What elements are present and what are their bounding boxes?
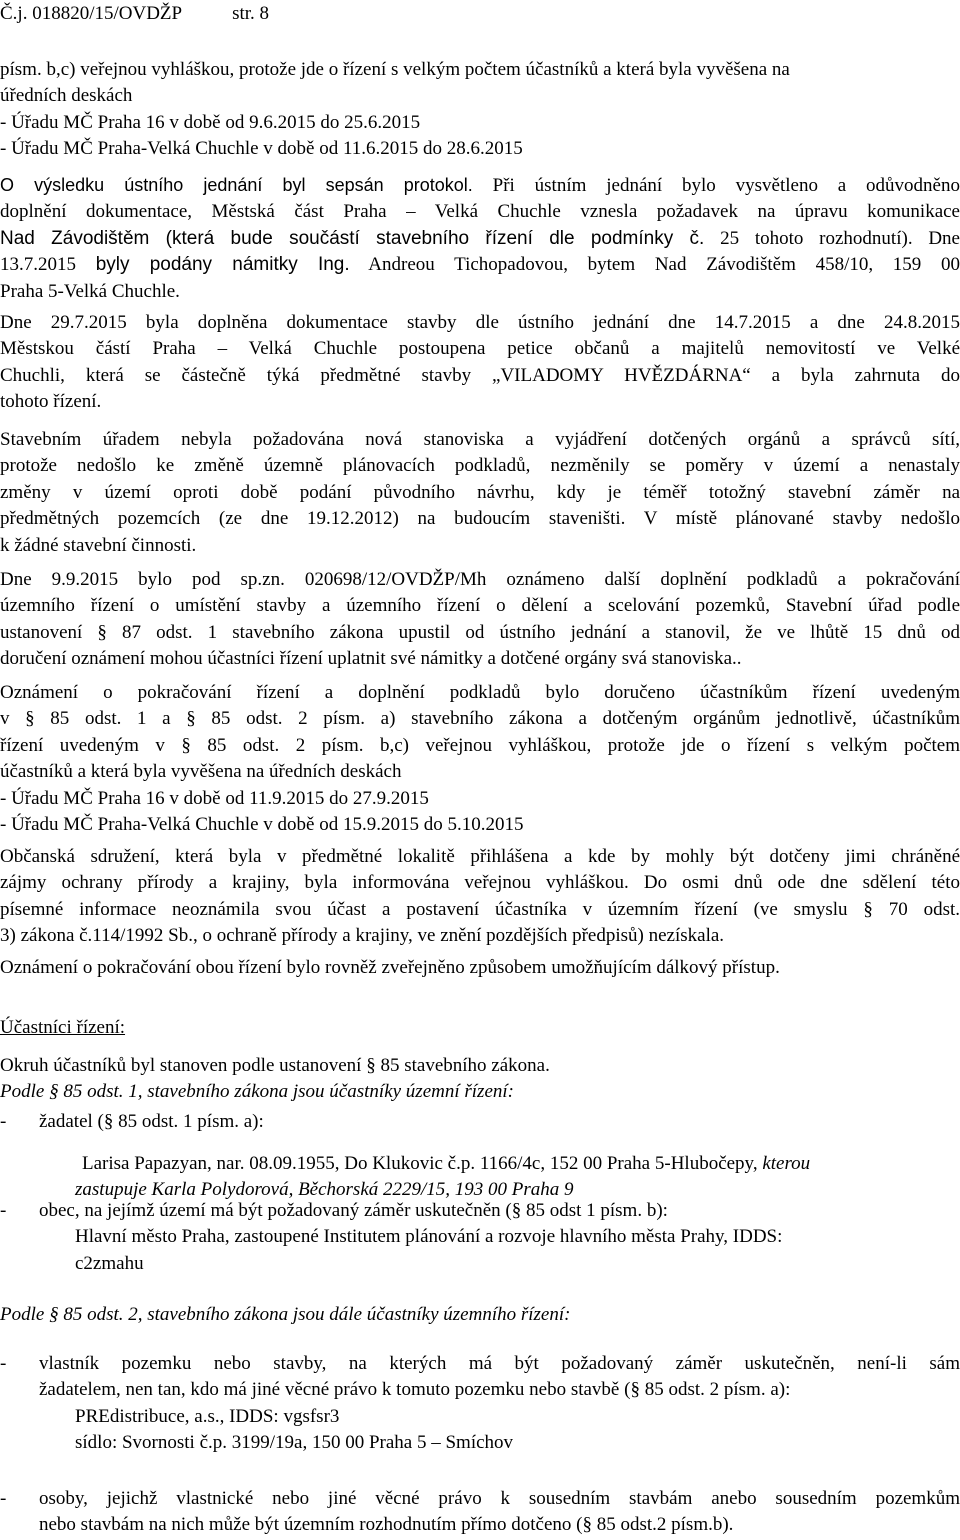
text-line: doplnění dokumentace, Městská část Praha – Velká Chuchle vznesla požadavek na úpravu komunikace <box>0 201 960 223</box>
owner-name: PREdistribuce, a.s., IDDS: vgsfsr3 <box>75 1405 340 1427</box>
participant-applicant <box>0 1109 960 1135</box>
text-line: ustanovení § 87 odst. 1 stavebního zákona upustil od ústního jednání a stanovil, že ve lhůtě 15 dnů od <box>0 621 960 643</box>
text-line: Dne 9.9.2015 bylo pod sp.zn. 020698/12/OVDŽP/Mh oznámeno další doplnění podkladů a pokračování <box>0 569 960 590</box>
paragraph-opinions <box>0 427 960 559</box>
list-dash: - <box>0 1200 7 1221</box>
paragraph-publication <box>0 955 960 981</box>
list-item-label: žadatel (§ 85 odst. 1 písm. a): <box>39 1111 264 1132</box>
text-line: Praha 5-Velká Chuchle. <box>0 280 180 302</box>
paragraph-continuation <box>0 567 960 673</box>
text-segment: Nad Závodištěm (která bude součástí stavebního řízení dle podmínky č. <box>0 227 705 249</box>
text-segment: O výsledku ústního jednání byl sepsán protokol. <box>0 175 473 195</box>
text-line: Dne 29.7.2015 byla doplněna dokumentace stavby dle ústního jednání dne 14.7.2015 a dne 24.8.2015 <box>0 312 960 333</box>
list-dash: - <box>0 1488 7 1509</box>
text-segment: Andreou Tichopadovou, bytem Nad Závodištěm 458/10, 159 00 <box>349 254 960 276</box>
paragraph-documentation <box>0 310 960 416</box>
participants-heading <box>0 1015 960 1041</box>
text-line: Hlavní město Praha, zastoupené Institutem plánování a rozvoje hlavního města Prahy, IDDS: <box>75 1226 783 1248</box>
list-item: - Úřadu MČ Praha 16 v době od 11.9.2015 do 27.9.2015 <box>0 788 429 809</box>
text-segment: 13.7.2015 <box>0 254 96 276</box>
text-segment: 25 tohoto rozhodnutí). Dne <box>704 227 960 249</box>
list-item: - Úřadu MČ Praha-Velká Chuchle v době od 15.9.2015 do 5.10.2015 <box>0 814 524 836</box>
participant-owner <box>0 1351 960 1457</box>
list-dash: - <box>0 1111 7 1132</box>
text-line: Občanská sdružení, která byla v předmětné lokalitě přihlášena a kde by mohly být dotčeny jimi chráněné <box>0 846 960 867</box>
paragraph-hearing <box>0 172 960 305</box>
text-line: Městskou částí Praha – Velká Chuchle postoupena petice občanů a majitelů nemovitostí ve Velké <box>0 338 960 360</box>
text-segment: byly podány námitky Ing. <box>95 254 350 276</box>
page-header <box>0 2 269 26</box>
paragraph-delivery <box>0 680 960 786</box>
text-line: Podle § 85 odst. 1, stavebního zákona jsou účastníky územní řízení: <box>0 1081 514 1103</box>
text-line: Oznámení o pokračování řízení a doplnění podkladů bylo doručeno účastníkům řízení uvedeným <box>0 682 960 703</box>
text-line: písemné informace neoznámila svou účast a postavení účastníka v územním řízení (ve smyslu § 70 odst. <box>0 898 960 920</box>
participant-neighbours <box>0 1486 960 1539</box>
participants-section2 <box>0 1302 960 1328</box>
reference-number: Č.j. 018820/15/OVDŽP <box>0 3 183 24</box>
text-segment: kterou <box>757 1153 811 1174</box>
participant-municipality <box>0 1198 960 1277</box>
participants-intro <box>0 1053 960 1106</box>
list-item: - Úřadu MČ Praha-Velká Chuchle v době od 11.6.2015 do 28.6.2015 <box>0 138 523 160</box>
text-line: žadatelem, nen tan, kdo má jiné věcné právo k tomuto pozemku nebo stavbě (§ 85 odst. 2 písm. a): <box>39 1379 791 1401</box>
text-segment: Při ústním jednání bylo vysvětleno a odůvodněno <box>472 175 960 196</box>
text-line: protože nedošlo ke změně územně plánovacích podkladů, nezměnily se poměry v území a nenastaly <box>0 455 960 477</box>
text-line: Okruh účastníků byl stanoven podle ustanovení § 85 stavebního zákona. <box>0 1055 550 1076</box>
text-line: tohoto řízení. <box>0 391 102 413</box>
text-line: nebo stavbám na nich může být územním rozhodnutím přímo dotčeno (§ 85 odst.2 písm.b). <box>39 1514 734 1536</box>
text-line: vlastník pozemku nebo stavby, na kterých má být požadovaný záměr uskutečněn, není-li sám <box>39 1353 960 1374</box>
text-line: změny v území oproti době podání původního návrhu, kdy je téměř totožný stavební záměr na <box>0 481 960 503</box>
text-line: 3) zákona č.114/1992 Sb., o ochraně přírody a krajiny, ve znění pozdějších předpisů) nezískala. <box>0 925 725 947</box>
text-line: územního řízení o umístění stavby a územního řízení o dělení a scelování pozemků, Stavební úřad podle <box>0 595 960 617</box>
section-heading: Účastníci řízení: <box>0 1017 126 1038</box>
text-line: Stavebním úřadem nebyla požadována nová stanoviska a vyjádření dotčených orgánů a správců sítí, <box>0 429 960 450</box>
applicant-name: Larisa Papazyan, nar. 08.09.1955, Do Klukovic č.p. 1166/4c, 152 00 Praha 5-Hlubočepy, <box>82 1153 758 1174</box>
list-item: - Úřadu MČ Praha 16 v době od 9.6.2015 do 25.6.2015 <box>0 111 421 133</box>
paragraph-notice <box>0 57 960 163</box>
text-line: písm. b,c) veřejnou vyhláškou, protože jde o řízení s velkým počtem účastníků a která byla vyvěšena na <box>0 59 790 80</box>
text-line: osoby, jejichž vlastnické nebo jiné věcné právo k sousedním stavbám anebo sousedním pozemkům <box>39 1488 960 1509</box>
text-line: zájmy ochrany přírody a krajiny, byla informována veřejnou vyhláškou. Do osmi dnů ode dne sdělení této <box>0 872 960 894</box>
text-line: úředních deskách <box>0 85 133 107</box>
representative: zastupuje Karla Polydorová, Běchorská 2229/15, 193 00 Praha 9 <box>75 1179 574 1201</box>
list-item-label: obec, na jejímž území má být požadovaný záměr uskutečněn (§ 85 odst 1 písm. b): <box>39 1200 668 1221</box>
text-line: k žádné stavební činnosti. <box>0 534 197 556</box>
text-line: doručení oznámení mohou účastníci řízení uplatnit své námitky a dotčené orgány svá stanoviska.. <box>0 648 742 670</box>
text-line: c2zmahu <box>75 1252 144 1274</box>
list-dash: - <box>0 1353 7 1374</box>
notice-board-list <box>0 786 960 839</box>
applicant-details <box>0 1151 960 1204</box>
text-line: předmětných pozemcích (ze dne 19.12.2012) na budoucím staveništi. V místě plánované stavby nedošlo <box>0 508 960 530</box>
text-line: řízení uvedeným v § 85 odst. 2 písm. b,c) veřejnou vyhláškou, protože jde o řízení s velkým počtem <box>0 734 960 756</box>
page-number: str. 8 <box>232 3 270 24</box>
text-line: účastníků a která byla vyvěšena na úředních deskách <box>0 761 402 783</box>
paragraph-associations <box>0 844 960 950</box>
text-line: Podle § 85 odst. 2, stavebního zákona jsou dále účastníky územního řízení: <box>0 1304 571 1325</box>
owner-address: sídlo: Svornosti č.p. 3199/19a, 150 00 Praha 5 – Smíchov <box>75 1432 514 1454</box>
text-line: v § 85 odst. 1 a § 85 odst. 2 písm. a) stavebního zákona a dotčeným orgánům jednotlivě, účastníkům <box>0 708 960 730</box>
text-line: Oznámení o pokračování obou řízení bylo rovněž zveřejněno způsobem umožňujícím dálkový přístup. <box>0 957 780 978</box>
text-line: Chuchli, která se částečně týká předmětné stavby „VILADOMY HVĚZDÁRNA“ a byla zahrnuta do <box>0 364 960 386</box>
